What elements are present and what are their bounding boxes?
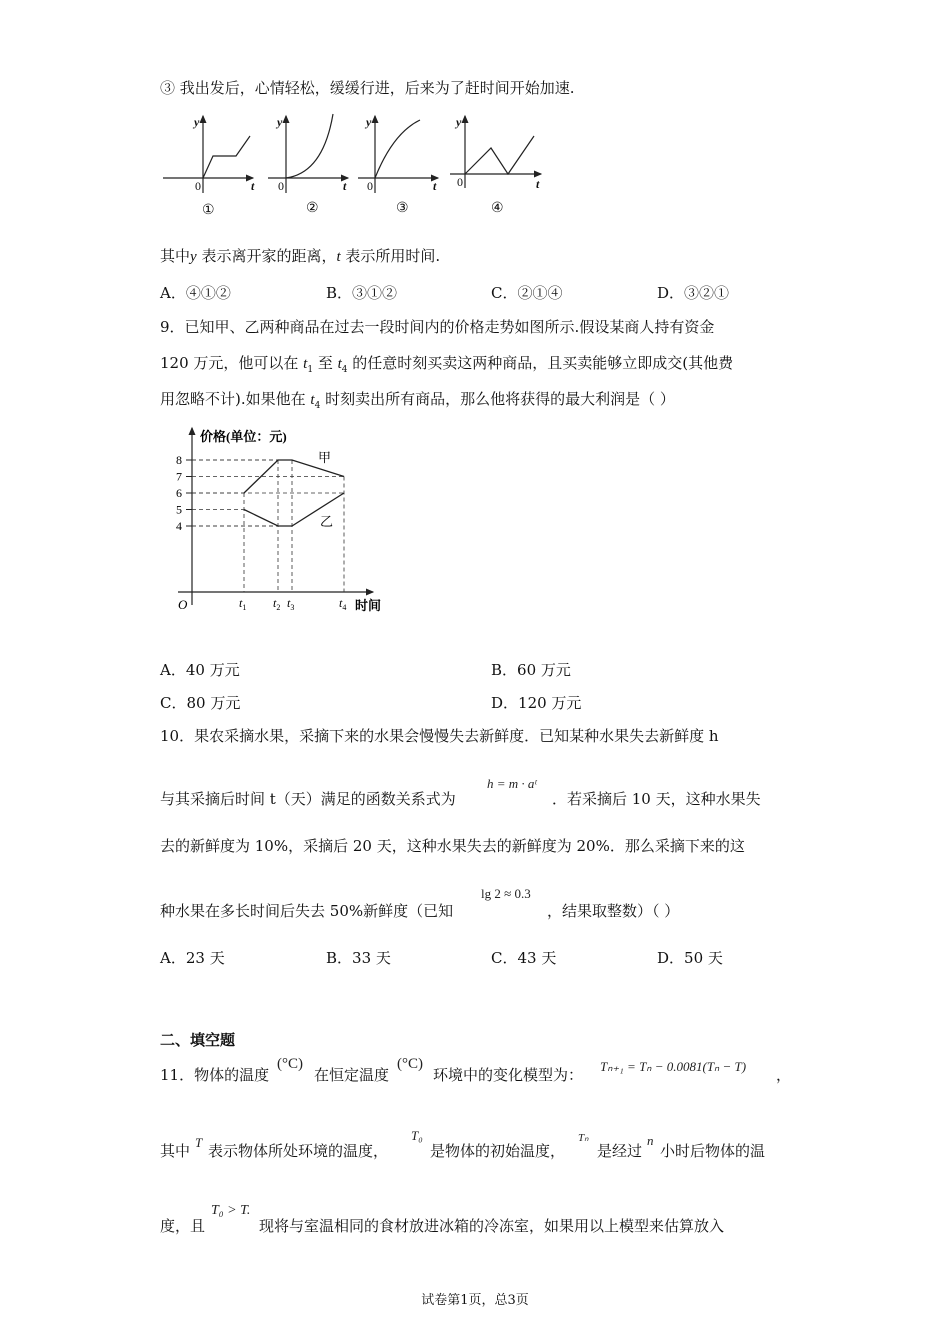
x-tick-t2: $t_2$: [273, 596, 281, 612]
graph-2-origin: 0: [278, 179, 284, 193]
graph-1-caption: ①: [202, 203, 215, 218]
q11-line-3a: 度，且: [160, 1217, 206, 1235]
q11-line-2c: 是物体的初始温度，: [430, 1142, 566, 1160]
q9-line-2: 120 万元，他可以在 $t_1$ 至 $t_4$ 的任意时刻买卖这两种商品，且买卖能够立即成交(其他费: [160, 354, 734, 375]
graph-3-x-label: t: [433, 179, 437, 193]
graph-4-x-label: t: [536, 177, 540, 191]
graph-3-origin: 0: [367, 179, 373, 193]
y-tick-4: 4: [176, 519, 182, 533]
q10-option-c[interactable]: C．43 天: [491, 949, 557, 967]
q10-line-4a: 种水果在多长时间后失去 50%新鲜度（已知: [160, 902, 454, 920]
q11-unit-1: (°C): [277, 1056, 303, 1072]
q10-option-d[interactable]: D．50 天: [657, 949, 723, 967]
graph-4-origin: 0: [457, 175, 463, 189]
q11-line-1d: ，: [776, 1066, 792, 1084]
q10-line-3: 去的新鲜度为 10%，采摘后 20 天，这种水果失去的新鲜度为 20%．那么采摘下来的这: [160, 837, 745, 855]
x-tick-t4: $t_4$: [339, 596, 347, 612]
q11-sym-T0: T₀: [411, 1128, 423, 1143]
x-tick-t3: $t_3$: [287, 596, 295, 612]
q10-formula-1: h = m · aᵗ: [487, 776, 537, 791]
q11-formula: Tₙ₊₁ = Tₙ − 0.0081(Tₙ − T): [600, 1059, 747, 1074]
price-chart: [168, 420, 398, 620]
q11-line-1c: 环境中的变化模型为：: [433, 1066, 584, 1084]
q8-option-b[interactable]: B．③①②: [326, 284, 398, 302]
q11-line-2d: 是经过: [597, 1142, 643, 1160]
graph-1: [163, 116, 253, 193]
q9-option-b[interactable]: B．60 万元: [491, 661, 571, 679]
chart-origin: O: [178, 597, 188, 612]
page-footer: 试卷第1页，总3页: [421, 1293, 529, 1308]
graph-4-caption: ④: [491, 201, 504, 216]
q10-line-4b: ，结果取整数）（ ）: [547, 902, 680, 920]
q9-option-c[interactable]: C．80 万元: [160, 694, 241, 712]
y-tick-6: 6: [176, 486, 182, 500]
q9-line-3: 用忽略不计).如果他在 $t_4$ 时刻卖出所有商品，那么他将获得的最大利润是（ ）: [160, 390, 675, 411]
series-label-甲: 甲: [318, 450, 332, 465]
graph-3-y-label: y: [366, 115, 372, 129]
graph-1-y-label: y: [194, 115, 200, 129]
q10-formula-2: lg 2 ≈ 0.3: [481, 886, 531, 901]
q8-graphs: [158, 108, 558, 223]
q10-line-2a: 与其采摘后时间 t（天）满足的函数关系式为: [160, 790, 456, 808]
q10-line-1: 10．果农采摘水果，采摘下来的水果会慢慢失去新鲜度．已知某种水果失去新鲜度 h: [160, 727, 719, 745]
section-title: 二、填空题: [160, 1031, 236, 1049]
q11-line-1b: 在恒定温度: [314, 1066, 390, 1084]
graph-2-caption: ②: [306, 201, 319, 216]
q11-condition: T₀ > T.: [211, 1203, 251, 1218]
q10-option-b[interactable]: B．33 天: [326, 949, 391, 967]
q9-line-1: 9．已知甲、乙两种商品在过去一段时间内的价格走势如图所示.假设某商人持有资金: [160, 318, 715, 336]
series-label-乙: 乙: [320, 514, 334, 529]
y-tick-8: 8: [176, 453, 182, 467]
q9-t1: t: [303, 356, 308, 372]
q11-unit-2: (°C): [397, 1056, 423, 1072]
y-tick-7: 7: [176, 469, 182, 484]
q11-line-2a: 其中: [160, 1142, 191, 1160]
q8-option-d[interactable]: D．③②①: [657, 284, 730, 302]
q10-line-2b: ．若采摘后 10 天，这种水果失: [552, 790, 761, 808]
graph-1-origin: 0: [195, 179, 201, 193]
chart-x-label: 时间: [355, 598, 382, 613]
q9-t4: t: [337, 356, 342, 372]
q9-option-a[interactable]: A．40 万元: [160, 661, 240, 679]
q11-sym-Tn: Tₙ: [578, 1132, 589, 1144]
x-tick-t1: $t_1$: [239, 596, 247, 612]
graph-2-x-label: t: [343, 179, 347, 193]
y-tick-5: 5: [176, 502, 182, 517]
q11-line-2e: 小时后物体的温: [660, 1142, 766, 1160]
graph-3-caption: ③: [396, 201, 409, 216]
q11-line-2b: 表示物体所处环境的温度，: [208, 1142, 389, 1160]
graph-4: [450, 116, 541, 188]
q9-t4-b: t: [310, 392, 315, 408]
graph-1-x-label: t: [251, 179, 255, 193]
q8-option-a[interactable]: A．④①②: [160, 284, 231, 302]
q10-option-a[interactable]: A．23 天: [160, 949, 225, 967]
q9-option-d[interactable]: D．120 万元: [491, 694, 582, 712]
graph-4-y-label: y: [456, 115, 462, 129]
q8-text-line: ③ 我出发后，心情轻松，缓缓行进，后来为了赶时间开始加速.: [160, 79, 575, 97]
q8-option-c[interactable]: C．②①④: [491, 284, 563, 302]
chart-y-label: 价格(单位：元): [200, 429, 287, 444]
q11-sym-T: T: [195, 1135, 203, 1150]
q8-note: 其中y 表示离开家的距离，t 表示所用时间.: [160, 247, 441, 265]
q11-line-3b: 现将与室温相同的食材放进冰箱的冷冻室，如果用以上模型来估算放入: [259, 1217, 725, 1235]
q11-sym-n: n: [647, 1133, 654, 1148]
q11-line-1a: 11．物体的温度: [160, 1066, 270, 1084]
graph-2-y-label: y: [277, 115, 283, 129]
